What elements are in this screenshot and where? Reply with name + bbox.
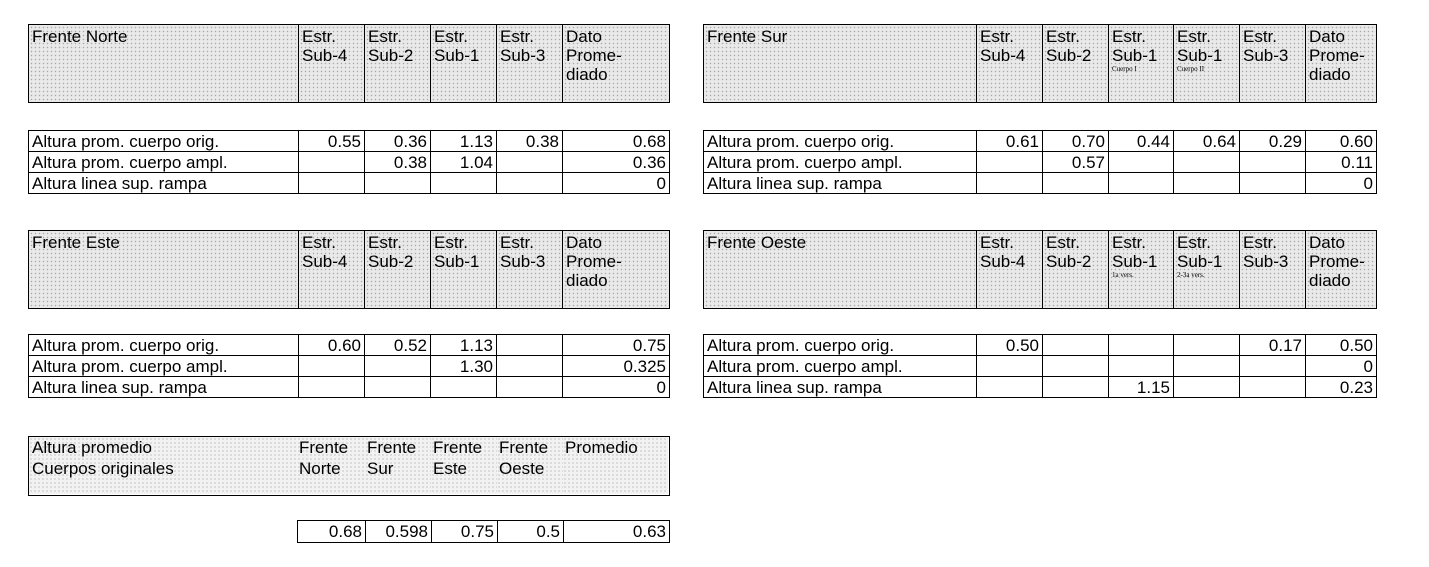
cell-value: 0.75	[563, 335, 670, 356]
oeste-col-header: Estr. Sub-1 2-3a vers.	[1174, 231, 1240, 309]
summary-value: 0.75	[432, 521, 498, 543]
summary-value: 0.598	[366, 521, 432, 543]
cell-value	[1109, 335, 1174, 356]
cell-value	[497, 377, 563, 398]
cell-value	[977, 152, 1043, 173]
summary-value: 0.68	[298, 521, 366, 543]
table-row	[29, 356, 670, 377]
cell-value: 0.60	[1306, 131, 1377, 152]
cell-value	[1240, 173, 1306, 194]
cell-value	[431, 377, 497, 398]
row-label: Altura prom. cuerpo ampl.	[704, 152, 977, 173]
sur-col-header: Estr. Sub-1 Cuerpo I	[1109, 25, 1174, 103]
table-row	[29, 131, 670, 152]
cell-value: 0.36	[563, 152, 670, 173]
row-label: Altura prom. cuerpo orig.	[29, 335, 299, 356]
norte-title: Frente Norte	[29, 25, 299, 103]
este-header-table	[28, 230, 670, 309]
cell-value: 0.17	[1240, 335, 1306, 356]
summary-value: 0.5	[498, 521, 564, 543]
cell-value	[977, 356, 1043, 377]
cell-value: 0.50	[1306, 335, 1377, 356]
sur-avg-header: Dato Prome- diado	[1306, 25, 1377, 103]
cell-value	[1240, 356, 1306, 377]
oeste-col-header: Estr. Sub-3	[1240, 231, 1306, 309]
table-row	[704, 131, 1377, 152]
row-label: Altura linea sup. rampa	[29, 377, 299, 398]
table-row	[704, 152, 1377, 173]
cell-value	[1043, 377, 1109, 398]
cell-value: 0.23	[1306, 377, 1377, 398]
oeste-col-header: Estr. Sub-2	[1043, 231, 1109, 309]
row-label: Altura prom. cuerpo ampl.	[704, 356, 977, 377]
norte-col-header: Estr. Sub-2	[365, 25, 431, 103]
cell-value	[299, 377, 365, 398]
table-row	[298, 521, 670, 543]
cell-value: 1.15	[1109, 377, 1174, 398]
oeste-header-table	[703, 230, 1377, 309]
cell-value	[1174, 173, 1240, 194]
cell-value	[1109, 173, 1174, 194]
este-col-header: Estr. Sub-4	[299, 231, 365, 309]
summary-col-header: Frente Este	[431, 437, 497, 494]
table-row	[704, 356, 1377, 377]
table-row	[29, 377, 670, 398]
sur-col-header: Estr. Sub-4	[977, 25, 1043, 103]
summary-label: Altura promedio Cuerpos originales	[29, 437, 297, 494]
cell-value	[1174, 152, 1240, 173]
cell-value: 0	[563, 173, 670, 194]
cell-value	[1043, 173, 1109, 194]
este-col-header: Estr. Sub-3	[497, 231, 563, 309]
cell-value	[1043, 335, 1109, 356]
cell-value: 1.04	[431, 152, 497, 173]
summary-value: 0.63	[564, 521, 670, 543]
cell-value	[1109, 152, 1174, 173]
cell-value	[497, 356, 563, 377]
cell-value	[977, 173, 1043, 194]
norte-header-table	[28, 24, 670, 103]
cell-value	[497, 335, 563, 356]
oeste-col-header: Estr. Sub-4	[977, 231, 1043, 309]
cell-value	[365, 377, 431, 398]
cell-value	[365, 356, 431, 377]
cell-value	[431, 173, 497, 194]
sur-title: Frente Sur	[704, 25, 977, 103]
cell-value: 0.52	[365, 335, 431, 356]
cell-value: 1.30	[431, 356, 497, 377]
table-row	[29, 173, 670, 194]
summary-col-header: Promedio	[563, 437, 668, 494]
oeste-title: Frente Oeste	[704, 231, 977, 309]
cell-value: 0.44	[1109, 131, 1174, 152]
cell-value: 0.57	[1043, 152, 1109, 173]
cell-value: 1.13	[431, 131, 497, 152]
row-label: Altura linea sup. rampa	[704, 377, 977, 398]
este-col-header: Estr. Sub-2	[365, 231, 431, 309]
summary-header-table	[29, 437, 668, 494]
este-title: Frente Este	[29, 231, 299, 309]
norte-col-header: Estr. Sub-4	[299, 25, 365, 103]
cell-value: 0	[1306, 356, 1377, 377]
cell-value	[977, 377, 1043, 398]
cell-value	[299, 173, 365, 194]
sur-col-header: Estr. Sub-3	[1240, 25, 1306, 103]
cell-value	[1174, 356, 1240, 377]
cell-value: 1.13	[431, 335, 497, 356]
sur-data-table	[703, 130, 1377, 194]
cell-value	[1240, 152, 1306, 173]
cell-value	[1174, 377, 1240, 398]
summary-col-header: Frente Sur	[365, 437, 431, 494]
cell-value: 0	[1306, 173, 1377, 194]
cell-value: 0.38	[497, 131, 563, 152]
cell-value	[1174, 335, 1240, 356]
norte-col-header: Estr. Sub-1	[431, 25, 497, 103]
cell-value: 0.11	[1306, 152, 1377, 173]
sur-col-header: Estr. Sub-1 Cuerpo II	[1174, 25, 1240, 103]
norte-avg-header: Dato Prome- diado	[563, 25, 670, 103]
este-avg-header: Dato Prome- diado	[563, 231, 670, 309]
cell-value: 0.55	[299, 131, 365, 152]
row-label: Altura prom. cuerpo orig.	[704, 131, 977, 152]
norte-data-table	[28, 130, 670, 194]
cell-value	[1043, 356, 1109, 377]
oeste-avg-header: Dato Prome- diado	[1306, 231, 1377, 309]
cell-value: 0.36	[365, 131, 431, 152]
row-label: Altura prom. cuerpo orig.	[29, 131, 299, 152]
norte-col-header: Estr. Sub-3	[497, 25, 563, 103]
cell-value: 0.325	[563, 356, 670, 377]
este-data-table	[28, 334, 670, 398]
table-row	[704, 377, 1377, 398]
row-label: Altura prom. cuerpo ampl.	[29, 152, 299, 173]
table-row	[704, 335, 1377, 356]
table-row	[29, 152, 670, 173]
summary-values-table	[297, 520, 670, 543]
cell-value: 0.60	[299, 335, 365, 356]
oeste-col-header: Estr. Sub-1 1a vers.	[1109, 231, 1174, 309]
cell-value	[1109, 356, 1174, 377]
cell-value: 0	[563, 377, 670, 398]
row-label: Altura prom. cuerpo ampl.	[29, 356, 299, 377]
cell-value	[1240, 377, 1306, 398]
cell-value: 0.61	[977, 131, 1043, 152]
este-col-header: Estr. Sub-1	[431, 231, 497, 309]
cell-value: 0.29	[1240, 131, 1306, 152]
cell-value: 0.38	[365, 152, 431, 173]
table-row	[704, 173, 1377, 194]
cell-value: 0.70	[1043, 131, 1109, 152]
cell-value	[299, 356, 365, 377]
cell-value	[365, 173, 431, 194]
table-row	[29, 335, 670, 356]
row-label: Altura linea sup. rampa	[29, 173, 299, 194]
row-label: Altura linea sup. rampa	[704, 173, 977, 194]
cell-value	[497, 173, 563, 194]
sur-col-header: Estr. Sub-2	[1043, 25, 1109, 103]
cell-value: 0.68	[563, 131, 670, 152]
summary-col-header: Frente Norte	[297, 437, 365, 494]
cell-value: 0.50	[977, 335, 1043, 356]
row-label: Altura prom. cuerpo orig.	[704, 335, 977, 356]
cell-value: 0.64	[1174, 131, 1240, 152]
cell-value	[299, 152, 365, 173]
summary-col-header: Frente Oeste	[497, 437, 563, 494]
oeste-data-table	[703, 334, 1377, 398]
cell-value	[497, 152, 563, 173]
sur-header-table	[703, 24, 1377, 103]
